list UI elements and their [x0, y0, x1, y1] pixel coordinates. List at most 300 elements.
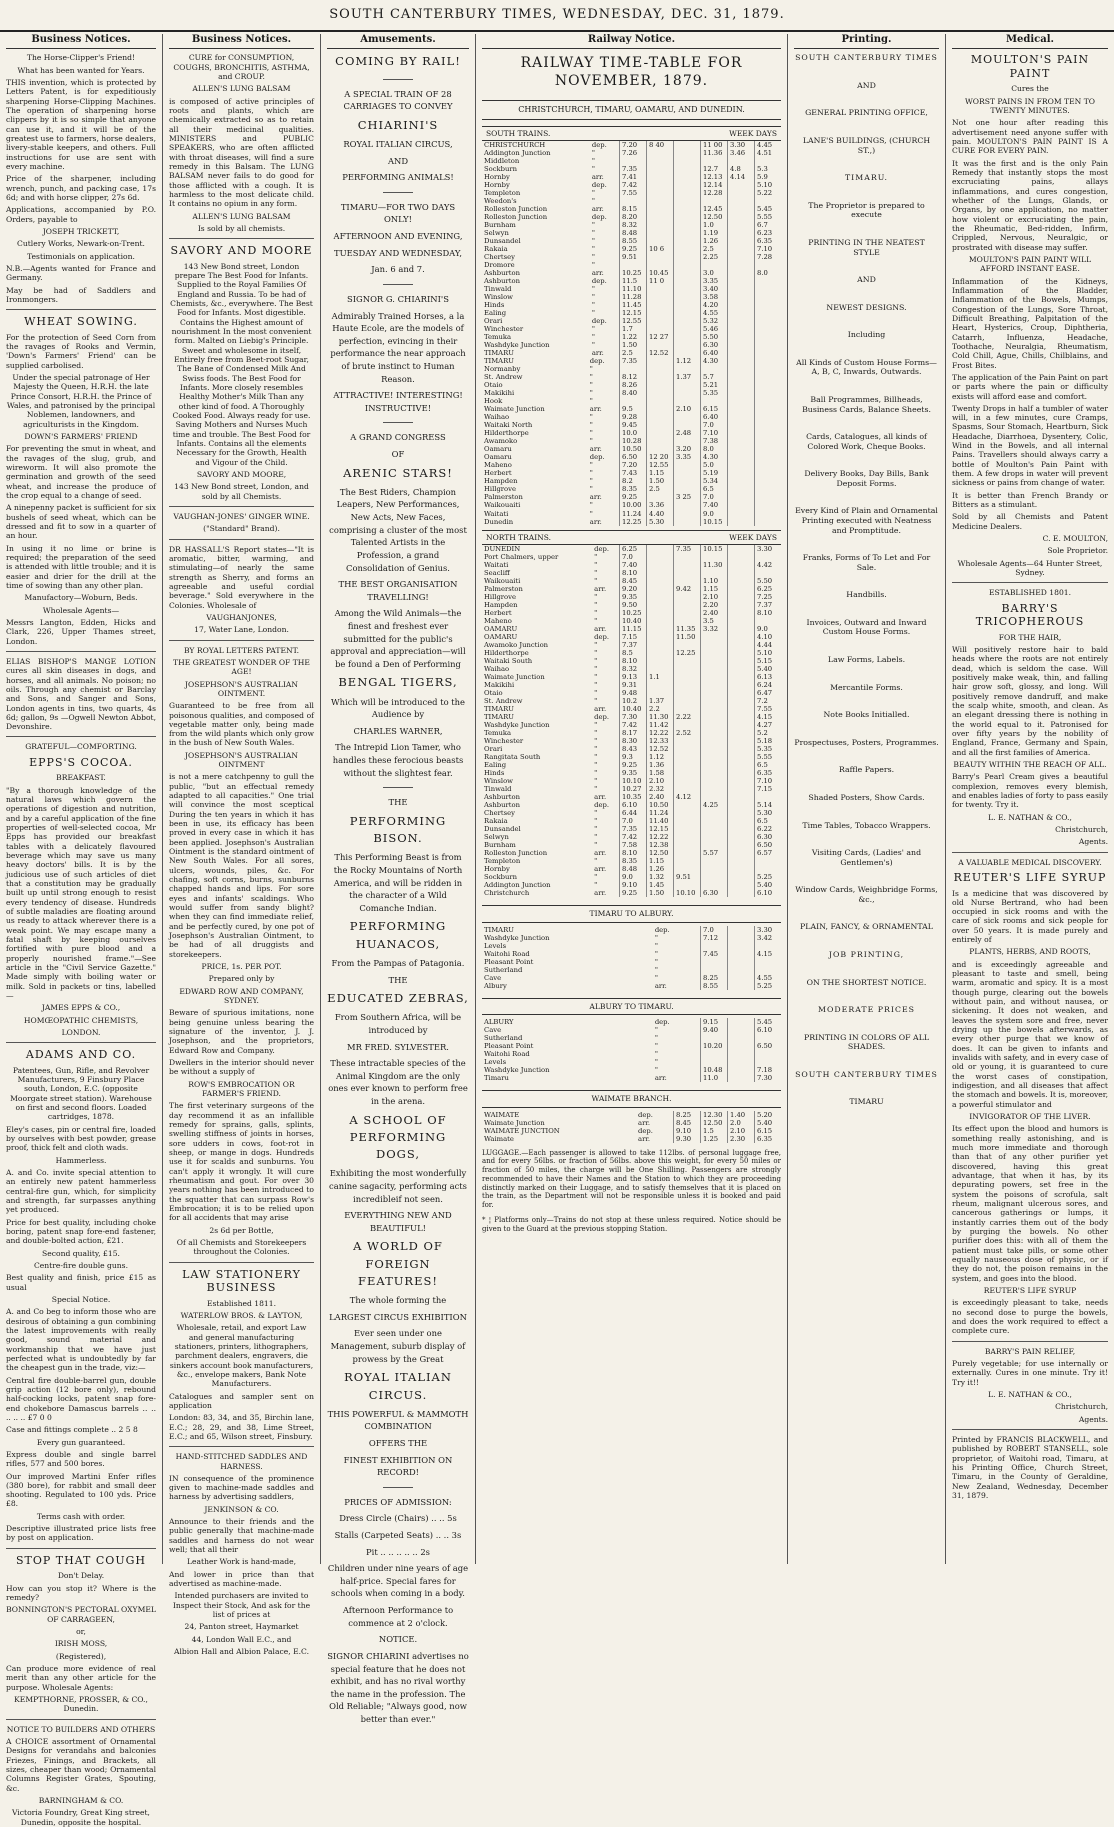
arr-dep: arr. [594, 793, 607, 802]
arr-dep: " [654, 973, 658, 982]
train-time: 6.5 [755, 817, 782, 825]
train-time: 1.0 [701, 221, 728, 229]
train-time [728, 229, 755, 237]
train-time: 6.40 [701, 349, 728, 357]
train-time: 8.55 [701, 982, 728, 990]
ad-body: Messrs Langton, Edden, Hicks and Clark, 226, Upper Thames street, London. [6, 617, 156, 646]
ad-subtitle: ("Standard" Brand). [203, 524, 280, 534]
station-name: Waitohi Road [484, 949, 530, 958]
circus-line: Ever seen under one Management, suburb display of prowess by the Great [330, 1328, 466, 1364]
train-time [728, 873, 755, 881]
train-time [647, 569, 674, 577]
ad-body: Wholesale Agents— [42, 605, 120, 615]
train-time [647, 157, 674, 165]
train-time [755, 405, 782, 413]
arr-dep: arr. [589, 445, 602, 454]
train-time: 5.35 [701, 389, 728, 397]
train-time: 7.28 [755, 253, 782, 261]
timetable-row [482, 349, 781, 357]
timetable-row [482, 445, 781, 453]
train-time: 1.40 [728, 1111, 755, 1119]
train-time [701, 197, 728, 205]
ad-body: Testimonials on application. [27, 251, 135, 261]
ad-body: is not a mere catchpenny to gull the public, "but an effectual remedy adapted to all capacities." One trial will convince the most sceptical During the ten years in which it has been in use, its efficacy has been proved in every case in which it has been applied. Josephson's Australian Ointment is the standard ointment of New South Wales. For all sores, ulcers, wounds, piles, &c. For chafing, soft corns, burns, sunburns chapped hands and lips. For sore eyes and infants' scaldings. Who would suffer from sandy blight? when they can find immediate relief, and be perfectly cured, by one pot of Josephson's Australian Ointment, to be had of all druggists and storekeepers. [169, 772, 314, 959]
train-time [728, 421, 755, 429]
station-name: Chertsey [484, 809, 515, 818]
arr-dep: " [589, 469, 593, 478]
train-time [674, 421, 701, 429]
train-time: 8.17 [620, 729, 647, 737]
train-time: 1.36 [647, 761, 674, 769]
train-time [728, 721, 755, 729]
print-line: AND [857, 275, 876, 285]
arr-dep: " [594, 576, 598, 585]
train-time [728, 413, 755, 421]
column-medical [946, 34, 1114, 1564]
arr-dep: dep. [594, 713, 610, 722]
train-time [674, 197, 701, 205]
train-time: 4.15 [755, 713, 782, 721]
train-time: 5.45 [755, 205, 782, 213]
train-time: 8.10 [620, 569, 647, 577]
train-time: 12.55 [647, 461, 674, 469]
circus-line: THE [388, 797, 408, 808]
arr-dep: dep. [589, 453, 605, 462]
train-time [728, 881, 755, 889]
train-time [647, 577, 674, 585]
circus-line: ATTRACTIVE! INTERESTING! INSTRUCTIVE! [333, 390, 463, 413]
circus-line: CHIARINI'S [357, 117, 439, 132]
train-time: 11.45 [620, 301, 647, 309]
train-time: 11.28 [620, 293, 647, 301]
timetable-row [482, 1119, 781, 1127]
train-time [701, 966, 728, 974]
train-time [701, 633, 728, 641]
train-time [755, 277, 782, 285]
train-time: 7.10 [755, 245, 782, 253]
arr-dep: dep. [591, 212, 607, 221]
train-time [647, 413, 674, 421]
train-time: 6.15 [701, 405, 728, 413]
train-time: 1.15 [701, 585, 728, 593]
arr-dep: " [654, 949, 658, 958]
circus-line: SIGNOR CHIARINI advertises no special feature that he does not exhibit, and has no rival worthy the name in the profession. The Old Reliable; "Always good, now better than ever." [327, 1650, 469, 1724]
train-time [647, 641, 674, 649]
print-line: LANE'S BUILDINGS, (CHURCH ST.,) [802, 136, 931, 155]
ad-name: JAMES EPPS & CO., [41, 1003, 121, 1013]
train-time [674, 833, 701, 841]
timetable-row [482, 1135, 781, 1143]
arr-dep: arr. [654, 1074, 667, 1083]
timetable-row [482, 518, 781, 526]
price-line: Pit .. .. .. .. .. 2s [366, 1546, 430, 1557]
train-time: 5.2 [755, 729, 782, 737]
week-label: WEEK DAYS [729, 532, 777, 542]
ad-body: A CHOICE assortment of Ornamental Designs for verandahs and balconies Friezes, Finings, and Brackets, all sizes, cheaper than wood; Ornamental Columns Register Grates, Spouting, &c. [6, 1736, 156, 1793]
train-time [728, 673, 755, 681]
ad-body: Under the special patronage of Her Majesty the Queen, H.R.H. the late Prince Consort, H.R.H. the Prince of Wales, and patronised by the principal Noblemen, landowners, and agriculturists in the Kingdom. [6, 373, 156, 429]
print-line: Mercantile Forms. [830, 682, 903, 692]
timetable-row [482, 609, 781, 617]
train-time [728, 221, 755, 229]
train-time [728, 429, 755, 437]
train-time [647, 213, 674, 221]
train-time: 3 25 [674, 493, 701, 501]
train-time [674, 561, 701, 569]
train-time [674, 681, 701, 689]
train-time [728, 942, 755, 950]
station-name: Herbert [484, 608, 512, 617]
arr-dep: " [591, 156, 595, 165]
train-time: 4.12 [674, 793, 701, 801]
train-time: 12.52 [647, 349, 674, 357]
train-time [728, 801, 755, 809]
train-time [728, 681, 755, 689]
train-time [701, 705, 728, 713]
station-name: Washdyke Junction [484, 721, 550, 730]
train-time: 5.20 [755, 1111, 782, 1119]
train-time [755, 493, 782, 501]
ad-title: VAUGHAN-JONES' GINGER WINE. [173, 511, 310, 521]
train-time: 12 20 [647, 453, 674, 461]
ad-name: L. E. NATHAN & CO., [988, 812, 1072, 822]
timetable-row [482, 873, 781, 881]
train-time [674, 577, 701, 585]
train-time [728, 293, 755, 301]
station-name: Selwyn [484, 833, 509, 842]
train-time [728, 373, 755, 381]
arr-dep: " [594, 777, 598, 786]
arr-dep: arr. [589, 405, 602, 414]
train-time [728, 381, 755, 389]
station-name: Washdyke Junction [484, 341, 550, 350]
timetable-row [482, 453, 781, 461]
ad-body: Manufactory—Woburn, Beds. [24, 593, 138, 603]
train-time [701, 697, 728, 705]
station-name: Ashburton [484, 793, 520, 802]
train-time: 12.50 [647, 849, 674, 857]
train-time: 2.32 [647, 785, 674, 793]
arr-dep: arr. [638, 1118, 650, 1127]
station-name: Hornby [484, 172, 510, 181]
print-line: TIMARU [849, 1097, 884, 1107]
ad-body: For preventing the smut in wheat, and the ravages of the slug, grub, and wireworm. It will also promote the germination and growth of the seed wheat, and increase the produce of the crop equal to a change of seed. [6, 444, 156, 500]
ad-body: Can produce more evidence of real merit than any other article for the purpose. Wholesale Agents: [6, 1663, 156, 1692]
ad-address: Cutlery Works, Newark-on-Trent. [17, 239, 145, 249]
train-time: 6.50 [755, 841, 782, 849]
timetable-row [482, 785, 781, 793]
timetable-row [482, 934, 781, 942]
arr-dep: arr. [591, 204, 604, 213]
train-time: 9.25 [620, 245, 647, 253]
train-time: 1.32 [647, 873, 674, 881]
train-time [701, 881, 728, 889]
albury-timaru-table [482, 1018, 781, 1082]
train-time [647, 389, 674, 397]
train-time: 12.15 [620, 309, 647, 317]
station-name: Waimate [484, 1134, 514, 1143]
ad-body: Wholesale, retail, and export Law and general manufacturing stationers, printers, lithographers, parchment dealers, engravers, die sinkers account book manufacturers, &c., envelope makers, Bank Note Manufacturers. [169, 1323, 314, 1389]
ad-subtitle: What has been wanted for Years. [17, 65, 145, 75]
ad-subtitle: Don't Delay. [57, 1571, 105, 1581]
ad-body: 143 New Bond street, London prepare The Best Food for Infants. Supplied to the Royal Families Of England and Russia. To be had of Chemists, &c., everywhere. The Best Food for Infants. Most digestible. Contains the Highest amount of nourishment In the most convenient form. Malted on Liebig's Principle. Sweet and wholesome in itself, Entirely free from Beet-root Sugar, The Bane of Condensed Milk And Swiss foods. The Best Food for Infants. More closely resembles Healthy Mother's Milk Than any other kind of food. A Thoroughly Cooked Food. Always ready for use. Saving Mothers and Nurses Much time and trouble. The Best Food for Infants. Contains all the elements Necessary for the Growth, Health and Vigour of the Child. [170, 261, 313, 467]
train-time [674, 261, 701, 269]
train-time [728, 785, 755, 793]
train-time: 7.15 [620, 633, 647, 641]
train-time [755, 197, 782, 205]
train-time: 12.28 [701, 189, 728, 197]
train-time [674, 245, 701, 253]
train-time: 12.13 [701, 173, 728, 181]
timetable-row [482, 413, 781, 421]
train-time [728, 761, 755, 769]
print-line: Note Books Initialled. [823, 710, 910, 720]
timetable-row [482, 721, 781, 729]
divider [383, 422, 413, 423]
timetable-row [482, 493, 781, 501]
train-time [728, 461, 755, 469]
divider [952, 1429, 1108, 1430]
ad-name: BARNINGHAM & CO. [38, 1795, 124, 1805]
station-name: Temuka [484, 333, 512, 342]
timetable-row [482, 1050, 781, 1058]
arr-dep: arr. [594, 889, 607, 898]
train-time [674, 697, 701, 705]
train-time: 8.32 [620, 665, 647, 673]
train-time: 4.25 [701, 801, 728, 809]
train-time: 7.35 [620, 357, 647, 365]
station-name: St. Andrew [484, 373, 523, 382]
ad-title: BARRY'S PAIN RELIEF, [984, 1346, 1076, 1356]
train-time: 8 40 [647, 141, 674, 149]
ad-body: IN consequence of the prominence given to machine-made saddles and harness by advertising saddlers, [169, 1473, 314, 1502]
train-time: 10.10 [674, 889, 701, 897]
timetable-row [482, 1042, 781, 1050]
ad-subtitle: A VALUABLE MEDICAL DISCOVERY. [958, 857, 1102, 867]
train-time [674, 277, 701, 285]
station-name: Rolleston Junction [484, 212, 548, 221]
train-time: 7.0 [620, 817, 647, 825]
south-trains-table-2 [482, 357, 781, 525]
train-time: 11.5 [620, 277, 647, 285]
timetable-row [482, 461, 781, 469]
train-time [674, 365, 701, 373]
train-time [647, 261, 674, 269]
station-name: Middleton [484, 156, 520, 165]
train-time [701, 553, 728, 561]
timetable-row [482, 373, 781, 381]
arr-dep: " [594, 753, 598, 762]
train-time: 1.19 [701, 229, 728, 237]
train-time [674, 269, 701, 277]
train-time [674, 865, 701, 873]
train-time: 7.18 [755, 1066, 782, 1074]
arr-dep: " [591, 309, 595, 318]
train-time [728, 769, 755, 777]
timetable-row [482, 333, 781, 341]
train-time [755, 397, 782, 405]
train-time: 9.35 [620, 593, 647, 601]
train-time: 2.30 [728, 1135, 755, 1143]
masthead: SOUTH CANTERBURY TIMES, WEDNESDAY, DEC. 31, 1879. [0, 0, 1114, 32]
timetable-row [482, 293, 781, 301]
train-time: 12.25 [620, 518, 647, 526]
station-name: Herbert [484, 469, 512, 478]
station-name: Cave [484, 1026, 502, 1035]
arr-dep: " [594, 761, 598, 770]
train-time: 6.30 [701, 889, 728, 897]
train-time [701, 713, 728, 721]
train-time: 10.40 [620, 705, 647, 713]
timetable-row [482, 958, 781, 966]
ad-body: May be had of Saddlers and Ironmongers. [6, 285, 156, 304]
train-time [674, 349, 701, 357]
train-time: 2.5 [647, 485, 674, 493]
train-time: 5.25 [755, 982, 782, 990]
train-time [755, 293, 782, 301]
timetable-title: RAILWAY TIME-TABLE FOR NOVEMBER, 1879. [520, 55, 743, 89]
divider [169, 1446, 314, 1447]
train-time: 1.26 [647, 865, 674, 873]
ad-subtitle: Hammerless. [55, 1155, 107, 1165]
train-time: 3.40 [701, 285, 728, 293]
arr-dep: " [589, 421, 593, 430]
divider [6, 1042, 156, 1043]
train-time [647, 181, 674, 189]
train-time: 6.50 [755, 1042, 782, 1050]
train-time [728, 817, 755, 825]
train-time: 12.25 [674, 649, 701, 657]
station-name: Waihao [484, 413, 510, 422]
ad-body: For the protection of Seed Corn from the ravages of Rooks and Vermin, 'Down's Farmers' Friend' can be supplied carbolised. [6, 332, 156, 370]
divider [169, 506, 314, 507]
print-line: Franks, Forms of To Let and For Sale. [802, 553, 931, 572]
ad-address: 143 New Bond street, London, and sold by all Chemists. [174, 482, 309, 501]
ad-subtitle: ESTABLISHED 1801. [988, 588, 1072, 598]
ad-body: LONDON. [61, 1027, 101, 1037]
train-time [728, 261, 755, 269]
ad-title: SAVORY AND MOORE [170, 244, 313, 258]
ad-body: Is sold by all chemists. [197, 223, 286, 233]
timetable-row [482, 841, 781, 849]
arr-dep: " [589, 485, 593, 494]
train-time [728, 729, 755, 737]
train-time: 7.40 [620, 561, 647, 569]
circus-line: The whole forming the [349, 1295, 447, 1306]
ad-subtitle: WORST PAINS IN FROM TEN TO TWENTY MINUTES. [964, 96, 1095, 115]
train-time [728, 641, 755, 649]
train-time [701, 777, 728, 785]
timetable-row [482, 809, 781, 817]
train-time [647, 229, 674, 237]
train-time: 5.21 [701, 381, 728, 389]
circus-line: A SPECIAL TRAIN OF 28 CARRIAGES TO CONVEY [343, 88, 453, 112]
circus-line: COMING BY RAIL! [335, 54, 461, 69]
train-time [701, 649, 728, 657]
train-time [647, 617, 674, 625]
train-time [728, 601, 755, 609]
station-name: Waimate Junction [484, 673, 545, 681]
station-name: Weedon's [484, 196, 517, 205]
train-time: 12.7 [701, 165, 728, 173]
train-time: 4.8 [728, 165, 755, 173]
station-name: Ashburton [484, 801, 520, 810]
train-time: 8.10 [620, 657, 647, 665]
train-time: 12.30 [701, 1111, 728, 1119]
train-time: 6.5 [755, 761, 782, 769]
divider [6, 309, 156, 310]
station-name: Maheno [484, 461, 512, 470]
ad-subtitle: INVIGORATOR OF THE LIVER. [969, 1112, 1091, 1122]
train-time [728, 974, 755, 982]
train-time [728, 982, 755, 990]
train-time: 5.34 [701, 477, 728, 485]
train-time [755, 865, 782, 873]
train-time [728, 477, 755, 485]
train-time [674, 518, 701, 526]
train-time [647, 293, 674, 301]
circus-line: CHARLES WARNER, [353, 725, 443, 736]
train-time [728, 569, 755, 577]
timetable-row [482, 397, 781, 405]
train-time [728, 1026, 755, 1034]
train-time [755, 381, 782, 389]
station-name: Tinwald [484, 785, 512, 794]
train-time: 6.25 [755, 585, 782, 593]
train-time [701, 569, 728, 577]
timetable-row [482, 974, 781, 982]
arr-dep: dep. [654, 1018, 670, 1027]
arr-dep: " [594, 785, 598, 794]
station-name: ALBURY [484, 1018, 514, 1027]
train-time: 3.20 [674, 445, 701, 453]
south-trains-table [482, 141, 781, 357]
train-time [728, 617, 755, 625]
divider [383, 1487, 413, 1488]
ad-body: Centre-fire double guns. [33, 1260, 128, 1270]
divider [6, 736, 156, 737]
train-time [728, 825, 755, 833]
train-time: 12.50 [701, 213, 728, 221]
train-time: 11.10 [620, 285, 647, 293]
train-time: 11.42 [647, 721, 674, 729]
ad-body: Guaranteed to be free from all poisonous qualities, and composed of vegetable matter only, being made from the wild plants which only grow in the bush of New South Wales. [169, 701, 314, 748]
station-name: WAIMATE JUNCTION [484, 1126, 560, 1135]
ad-name: JOSEPHSON'S AUSTRALIAN OINTMENT. [184, 679, 299, 698]
station-name: TIMARU [484, 705, 514, 714]
train-time [755, 857, 782, 865]
train-time: 1.50 [647, 477, 674, 485]
ad-body: DR HASSALL'S Report states—"It is aromatic, bitter, warming, and stimulating—of nearly the same strength as Sherry, and forms an agreeable and useful cordial beverage." Sold everywhere in the Colonies. Wholesale of [169, 544, 314, 610]
train-time [674, 477, 701, 485]
train-time [728, 865, 755, 873]
timetable-row [482, 857, 781, 865]
train-time [674, 809, 701, 817]
station-name: Oamaru [484, 445, 512, 454]
arr-dep: dep. [591, 180, 607, 189]
train-time: 5.14 [755, 801, 782, 809]
arr-dep: " [591, 244, 595, 253]
train-time [674, 881, 701, 889]
print-line: Every Kind of Plain and Ornamental Printing executed with Neatness and Promptitude. [795, 506, 938, 535]
train-time [755, 301, 782, 309]
timetable-row [482, 633, 781, 641]
train-time [701, 665, 728, 673]
train-time [647, 681, 674, 689]
ad-subtitle: BREAKFAST. [56, 773, 106, 783]
station-name: Levels [484, 1058, 507, 1067]
train-time: 5.18 [755, 737, 782, 745]
